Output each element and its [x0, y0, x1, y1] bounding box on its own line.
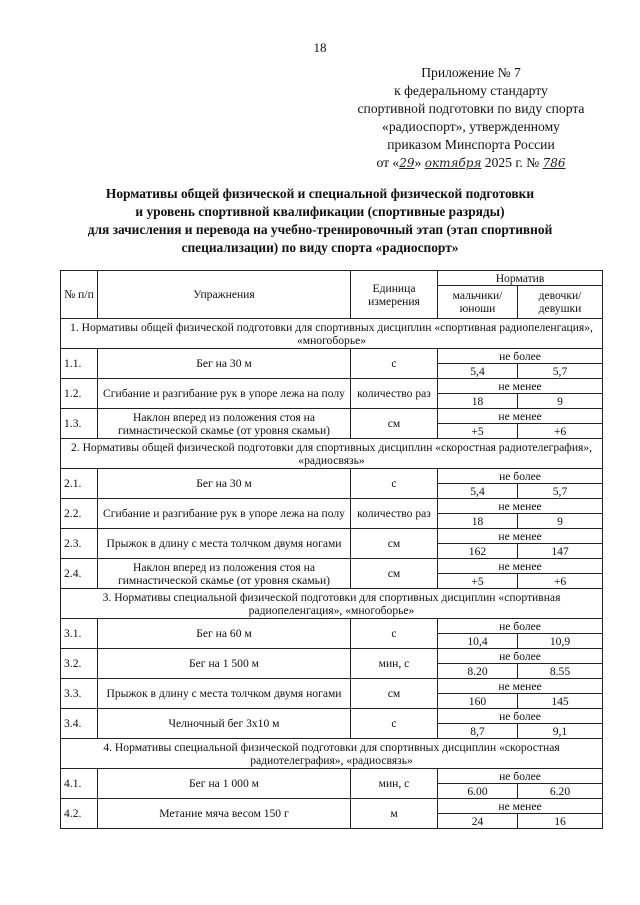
criterion: не более	[438, 349, 603, 364]
date-mid: »	[414, 155, 422, 170]
section-title: 4. Нормативы специальной физической подготовки для спортивных дисциплин «скоростная радиотелеграфия», «радиосвязь»	[61, 739, 603, 769]
page-number: 18	[313, 40, 327, 55]
table-header-row	[61, 271, 603, 286]
standards-table	[60, 270, 603, 829]
table-row	[61, 769, 603, 784]
criterion: не менее	[438, 529, 603, 544]
exercise-name: Метание мяча весом 150 г	[98, 799, 351, 829]
section-title: 2. Нормативы общей физической подготовки для спортивных дисциплин «скоростная радиотелеграфия», «радиосвязь»	[61, 439, 603, 469]
value-girls: 6.20	[518, 784, 603, 799]
title-line: Нормативы общей физической и специальной физической подготовки	[105, 186, 535, 201]
header-girls: девочки/ девушки	[518, 286, 603, 319]
criterion: не менее	[438, 559, 603, 574]
criterion: не более	[438, 709, 603, 724]
row-number: 2.2.	[61, 499, 98, 529]
value-girls: 9	[518, 514, 603, 529]
table-row	[61, 379, 603, 394]
row-number: 2.3.	[61, 529, 98, 559]
unit: с	[351, 709, 438, 739]
row-number: 3.4.	[61, 709, 98, 739]
unit: см	[351, 529, 438, 559]
appendix-line: приказом Минспорта России	[387, 137, 555, 152]
value-boys: 8,7	[438, 724, 518, 739]
section-row	[61, 739, 603, 769]
title-line: специализации) по виду спорта «радиоспорт»	[181, 240, 459, 255]
exercise-name: Прыжок в длину с места толчком двумя ногами	[98, 529, 351, 559]
header-boys: мальчики/ юноши	[438, 286, 518, 319]
value-boys: +5	[438, 574, 518, 589]
criterion: не менее	[438, 499, 603, 514]
value-boys: 5,4	[438, 484, 518, 499]
exercise-name: Сгибание и разгибание рук в упоре лежа на полу	[98, 499, 351, 529]
criterion: не более	[438, 469, 603, 484]
table-row	[61, 649, 603, 664]
header-no: № п/п	[61, 271, 98, 319]
exercise-name: Челночный бег 3x10 м	[98, 709, 351, 739]
title-line: и уровень спортивной квалификации (спортивные разряды)	[135, 204, 505, 219]
value-girls: +6	[518, 424, 603, 439]
value-girls: 9,1	[518, 724, 603, 739]
row-number: 3.1.	[61, 619, 98, 649]
handwritten-month: октября	[424, 156, 482, 170]
section-row	[61, 439, 603, 469]
table-row	[61, 679, 603, 694]
header-unit: Единица измерения	[351, 271, 438, 319]
value-boys: +5	[438, 424, 518, 439]
table-row	[61, 529, 603, 544]
unit: с	[351, 619, 438, 649]
value-girls: +6	[518, 574, 603, 589]
criterion: не менее	[438, 409, 603, 424]
row-number: 3.3.	[61, 679, 98, 709]
unit: см	[351, 559, 438, 589]
row-number: 2.4.	[61, 559, 98, 589]
value-girls: 8.55	[518, 664, 603, 679]
exercise-name: Бег на 30 м	[98, 469, 351, 499]
value-girls: 147	[518, 544, 603, 559]
exercise-name: Наклон вперед из положения стоя на гимнастической скамье (от уровня скамьи)	[98, 559, 351, 589]
exercise-name: Прыжок в длину с места толчком двумя ногами	[98, 679, 351, 709]
exercise-name: Бег на 30 м	[98, 349, 351, 379]
value-boys: 6.00	[438, 784, 518, 799]
table-row	[61, 349, 603, 364]
value-boys: 18	[438, 514, 518, 529]
unit: мин, с	[351, 769, 438, 799]
table-row	[61, 469, 603, 484]
value-girls: 145	[518, 694, 603, 709]
header-exercise: Упражнения	[98, 271, 351, 319]
header-norm: Норматив	[438, 271, 603, 286]
unit: мин, с	[351, 649, 438, 679]
title-line: для зачисления и перевода на учебно-тренировочный этап (этап спортивной	[87, 222, 553, 237]
handwritten-day: 29	[399, 156, 415, 170]
exercise-name: Бег на 1 500 м	[98, 649, 351, 679]
criterion: не менее	[438, 379, 603, 394]
value-girls: 9	[518, 394, 603, 409]
value-girls: 10,9	[518, 634, 603, 649]
appendix-line: Приложение № 7	[421, 65, 521, 80]
table-row	[61, 619, 603, 634]
value-boys: 10,4	[438, 634, 518, 649]
table-row	[61, 709, 603, 724]
unit: количество раз	[351, 379, 438, 409]
value-boys: 162	[438, 544, 518, 559]
section-title: 1. Нормативы общей физической подготовки для спортивных дисциплин «спортивная радиопеленгация», «многоборье»	[61, 319, 603, 349]
unit: количество раз	[351, 499, 438, 529]
unit: с	[351, 349, 438, 379]
row-number: 1.1.	[61, 349, 98, 379]
value-boys: 24	[438, 814, 518, 829]
value-girls: 5,7	[518, 364, 603, 379]
section-row	[61, 589, 603, 619]
criterion: не менее	[438, 799, 603, 814]
appendix-header	[330, 64, 612, 172]
row-number: 1.2.	[61, 379, 98, 409]
row-number: 4.1.	[61, 769, 98, 799]
order-date-line	[330, 154, 612, 172]
unit: м	[351, 799, 438, 829]
value-girls: 16	[518, 814, 603, 829]
value-girls: 5,7	[518, 484, 603, 499]
table-row	[61, 799, 603, 814]
appendix-line: «радиоспорт», утвержденному	[382, 119, 560, 134]
exercise-name: Наклон вперед из положения стоя на гимнастической скамье (от уровня скамьи)	[98, 409, 351, 439]
value-boys: 5,4	[438, 364, 518, 379]
criterion: не менее	[438, 679, 603, 694]
unit: см	[351, 679, 438, 709]
document-title	[40, 185, 600, 257]
unit: см	[351, 409, 438, 439]
table-row	[61, 499, 603, 514]
table-row	[61, 409, 603, 424]
exercise-name: Бег на 60 м	[98, 619, 351, 649]
criterion: не более	[438, 619, 603, 634]
row-number: 3.2.	[61, 649, 98, 679]
date-year: 2025 г. №	[484, 155, 540, 170]
section-title: 3. Нормативы специальной физической подготовки для спортивных дисциплин «спортивная радиопеленгация», «многоборье»	[61, 589, 603, 619]
appendix-line: к федеральному стандарту	[394, 83, 548, 98]
section-row	[61, 319, 603, 349]
value-boys: 8.20	[438, 664, 518, 679]
row-number: 2.1.	[61, 469, 98, 499]
value-boys: 160	[438, 694, 518, 709]
row-number: 4.2.	[61, 799, 98, 829]
criterion: не более	[438, 769, 603, 784]
appendix-line: спортивной подготовки по виду спорта	[357, 101, 585, 116]
handwritten-order-number: 786	[542, 156, 566, 170]
row-number: 1.3.	[61, 409, 98, 439]
exercise-name: Бег на 1 000 м	[98, 769, 351, 799]
unit: с	[351, 469, 438, 499]
criterion: не более	[438, 649, 603, 664]
date-prefix: от «	[376, 155, 400, 170]
exercise-name: Сгибание и разгибание рук в упоре лежа на полу	[98, 379, 351, 409]
table-row	[61, 559, 603, 574]
value-boys: 18	[438, 394, 518, 409]
